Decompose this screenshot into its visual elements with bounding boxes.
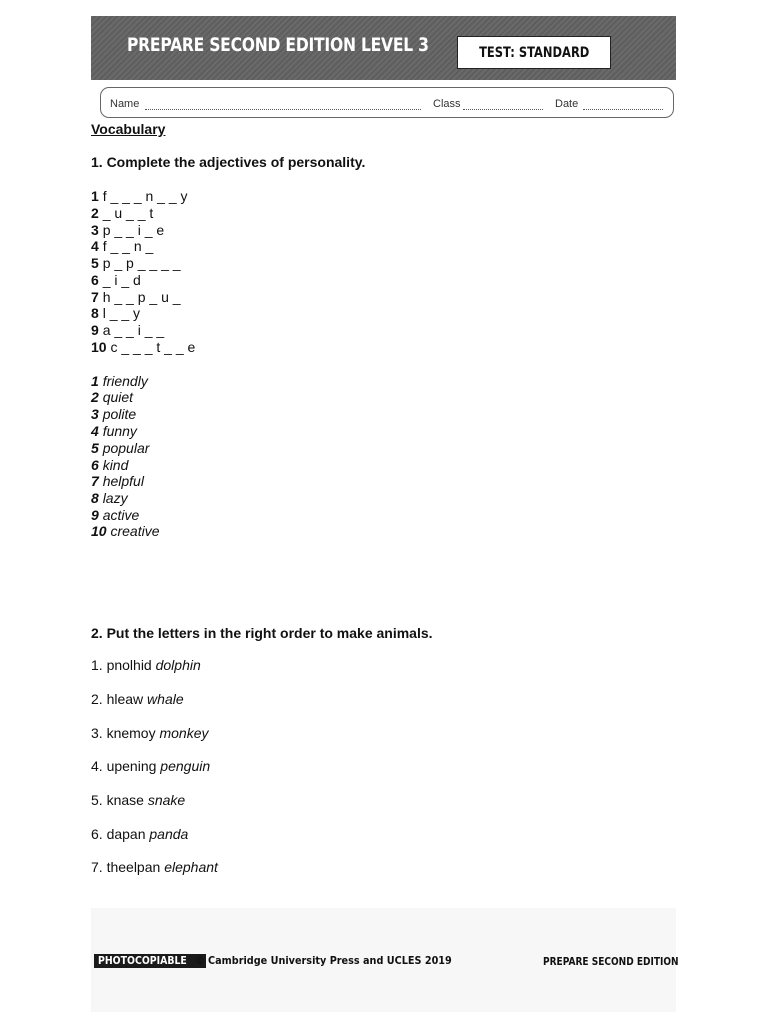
name-field[interactable] bbox=[145, 109, 421, 110]
exercise1-instruction: 1. Complete the adjectives of personality. bbox=[91, 154, 366, 170]
anagram-item: 3. knemoy monkey bbox=[91, 725, 209, 741]
date-label: Date bbox=[555, 98, 579, 110]
anagram-item: 5. knase snake bbox=[91, 792, 186, 808]
name-label: Name bbox=[110, 98, 140, 110]
prompt-item: 4 f _ _ n _ bbox=[91, 238, 154, 254]
prompt-item: 3 p _ _ i _ e bbox=[91, 222, 165, 238]
prompt-item: 5 p _ p _ _ _ _ bbox=[91, 255, 181, 271]
answer-item: 4 funny bbox=[91, 423, 137, 439]
test-type-label: TEST: STANDARD bbox=[478, 44, 590, 61]
class-label: Class bbox=[433, 98, 461, 110]
answer-item: 1 friendly bbox=[91, 373, 148, 389]
anagram-item: 6. dapan panda bbox=[91, 826, 189, 842]
anagram-item: 7. theelpan elephant bbox=[91, 859, 218, 875]
test-type-badge bbox=[457, 36, 611, 69]
copyright-notice: © Cambridge University Press and UCLES 2019 bbox=[195, 954, 452, 967]
section-heading: Vocabulary bbox=[91, 121, 166, 137]
date-field[interactable] bbox=[583, 109, 663, 110]
prompt-item: 6 _ i _ d bbox=[91, 272, 141, 288]
student-info-box bbox=[100, 87, 674, 118]
answer-item: 5 popular bbox=[91, 440, 150, 456]
prompt-item: 7 h _ _ p _ u _ bbox=[91, 289, 181, 305]
photocopiable-badge: PHOTOCOPIABLE bbox=[94, 954, 206, 968]
prompt-item: 9 a _ _ i _ _ bbox=[91, 322, 165, 338]
answer-item: 8 lazy bbox=[91, 490, 128, 506]
answer-item: 10 creative bbox=[91, 523, 160, 539]
anagram-item: 2. hleaw whale bbox=[91, 691, 184, 707]
class-field[interactable] bbox=[463, 109, 543, 110]
prompt-item: 8 l _ _ y bbox=[91, 305, 141, 321]
anagram-item: 4. upening penguin bbox=[91, 758, 211, 774]
answer-item: 2 quiet bbox=[91, 389, 134, 405]
page-title: PREPARE SECOND EDITION LEVEL 3 bbox=[127, 34, 429, 56]
exercise2-instruction: 2. Put the letters in the right order to make animals. bbox=[91, 625, 433, 641]
answer-item: 3 polite bbox=[91, 406, 137, 422]
anagram-item: 1. pnolhid dolphin bbox=[91, 657, 201, 673]
answer-item: 6 kind bbox=[91, 457, 129, 473]
footer-edition: PREPARE SECOND EDITION bbox=[543, 955, 679, 968]
prompt-item: 10 c _ _ _ t _ _ e bbox=[91, 339, 196, 355]
prompt-item: 1 f _ _ _ n _ _ y bbox=[91, 188, 188, 204]
answer-item: 7 helpful bbox=[91, 473, 144, 489]
prompt-item: 2 _ u _ _ t bbox=[91, 205, 154, 221]
answer-item: 9 active bbox=[91, 507, 140, 523]
